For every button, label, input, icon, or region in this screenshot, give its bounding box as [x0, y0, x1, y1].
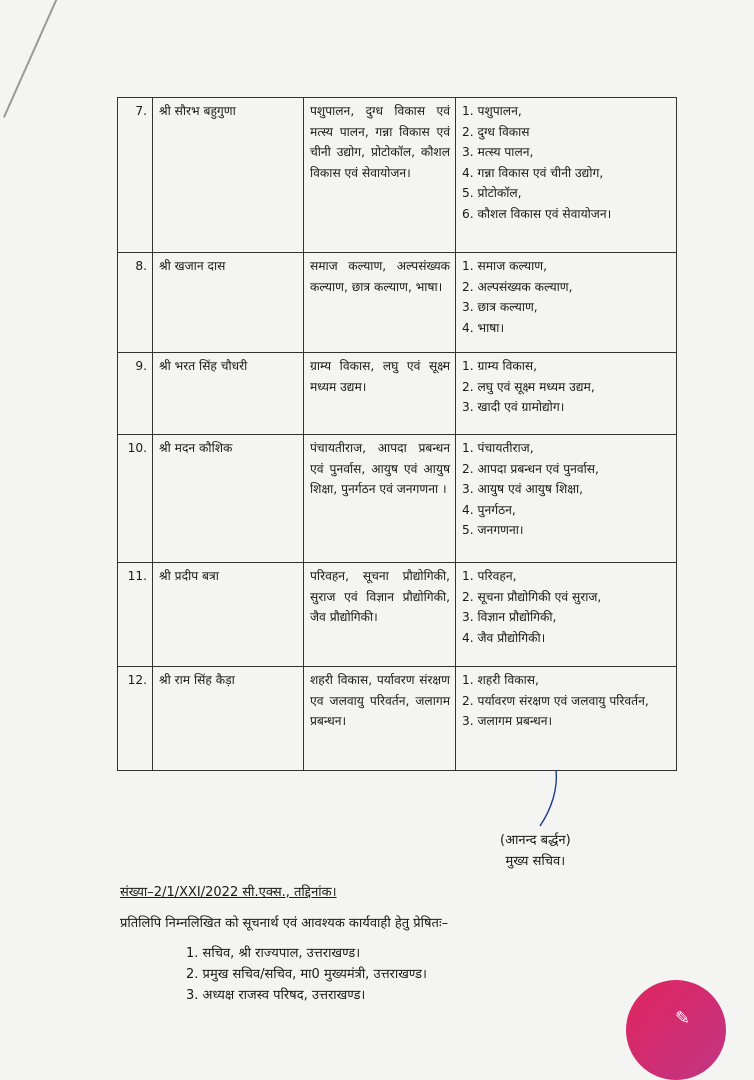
department-item: जैव प्रौद्योगिकी। — [477, 630, 546, 645]
departments-text: शहरी विकास, पर्यावरण संरक्षण एव जलवायु परिवर्तन, जलागम प्रबन्धन। — [304, 667, 456, 771]
department-item: पशुपालन, — [477, 104, 522, 118]
copy-list-item: सचिव, श्री राज्यपाल, उत्तराखण्ड। — [202, 946, 361, 961]
table-row — [118, 353, 677, 435]
minister-name: श्री भरत सिंह चौधरी — [153, 353, 304, 435]
departments-text: पंचायतीराज, आपदा प्रबन्धन एवं पुनर्वास, आयुष एवं आयुष शिक्षा, पुनर्गठन एवं जनगणना । — [304, 435, 456, 563]
row-number: 12. — [118, 667, 153, 771]
minister-name: श्री प्रदीप बत्रा — [153, 563, 304, 667]
department-item: अल्पसंख्यक कल्याण, — [477, 279, 573, 294]
signatory-block — [500, 830, 571, 872]
copy-list — [186, 943, 427, 1006]
table-row — [118, 667, 677, 771]
departments-text: पशुपालन, दुग्ध विकास एवं मत्स्य पालन, गन्ना विकास एवं चीनी उद्योग, प्रोटोकॉल, कौशल विकास एवं सेवायोजन। — [304, 98, 456, 253]
department-list — [456, 353, 677, 435]
department-item: पर्यावरण संरक्षण एवं जलवायु परिवर्तन, — [477, 693, 649, 708]
row-number: 9. — [118, 353, 153, 435]
department-list — [456, 253, 677, 353]
departments-text: परिवहन, सूचना प्रौद्योगिकी, सुराज एवं विज्ञान प्रौद्योगिकी, जैव प्रौद्योगिकी। — [304, 563, 456, 667]
row-number: 10. — [118, 435, 153, 563]
copy-intro: प्रतिलिपि निम्नलिखित को सूचनार्थ एवं आवश्यक कार्यवाही हेतु प्रेषितः– — [120, 916, 449, 931]
row-number: 8. — [118, 253, 153, 353]
department-item: मत्स्य पालन, — [477, 145, 534, 159]
signatory-designation: मुख्य सचिव। — [505, 854, 566, 869]
department-item: विज्ञान प्रौद्योगिकी, — [477, 610, 557, 624]
row-number: 11. — [118, 563, 153, 667]
minister-name: श्री खजान दास — [153, 253, 304, 353]
department-item: छात्र कल्याण, — [477, 300, 538, 314]
department-list — [456, 667, 677, 771]
floating-action-button[interactable] — [626, 980, 726, 1080]
department-item: आपदा प्रबन्धन एवं पुनर्वास, — [477, 461, 599, 476]
department-item: समाज कल्याण, — [477, 259, 547, 273]
department-item: पंचायतीराज, — [477, 441, 534, 455]
table-row — [118, 98, 677, 253]
minister-name: श्री सौरभ बहुगुणा — [153, 98, 304, 253]
allocation-table — [117, 97, 677, 771]
department-item: परिवहन, — [477, 569, 517, 583]
department-item: प्रोटोकॉल, — [477, 186, 522, 200]
minister-name: श्री राम सिंह कैड़ा — [153, 667, 304, 771]
department-item: ग्राम्य विकास, — [477, 359, 538, 373]
department-item: भाषा। — [477, 320, 505, 335]
copy-list-item: प्रमुख सचिव/सचिव, मा0 मुख्यमंत्री, उत्तराखण्ड। — [202, 967, 427, 982]
department-list — [456, 435, 677, 563]
department-list — [456, 563, 677, 667]
minister-name: श्री मदन कौशिक — [153, 435, 304, 563]
table-row — [118, 253, 677, 353]
department-item: गन्ना विकास एवं चीनी उद्योग, — [477, 165, 604, 180]
reference-number: संख्या–2/1/XXI/2022 सी.एक्स., तद्दिनांक। — [120, 885, 337, 900]
department-item: जनगणना। — [477, 523, 524, 537]
department-item: जलागम प्रबन्धन। — [477, 714, 553, 728]
department-list — [456, 98, 677, 253]
department-item: खादी एवं ग्रामोद्योग। — [477, 400, 565, 414]
department-item: शहरी विकास, — [477, 673, 539, 687]
scan-streak — [3, 0, 65, 118]
department-item: सूचना प्रौद्योगिकी एवं सुराज, — [477, 589, 602, 604]
edit-icon: ✎ — [675, 1008, 691, 1029]
department-item: पुनर्गठन, — [477, 502, 516, 517]
signature-mark — [538, 768, 562, 828]
table-row — [118, 563, 677, 667]
signatory-name: (आनन्द बर्द्धन) — [500, 833, 571, 848]
department-item: आयुष एवं आयुष शिक्षा, — [477, 482, 584, 496]
department-item: लघु एवं सूक्ष्म मध्यम उद्यम, — [477, 379, 595, 394]
departments-text: समाज कल्याण, अल्पसंख्यक कल्याण, छात्र कल्याण, भाषा। — [304, 253, 456, 353]
department-item: कौशल विकास एवं सेवायोजन। — [477, 206, 612, 221]
table-row — [118, 435, 677, 563]
departments-text: ग्राम्य विकास, लघु एवं सूक्ष्म मध्यम उद्यम। — [304, 353, 456, 435]
row-number: 7. — [118, 98, 153, 253]
copy-list-item: अध्यक्ष राजस्व परिषद, उत्तराखण्ड। — [202, 988, 366, 1003]
department-item: दुग्ध विकास — [477, 124, 530, 139]
